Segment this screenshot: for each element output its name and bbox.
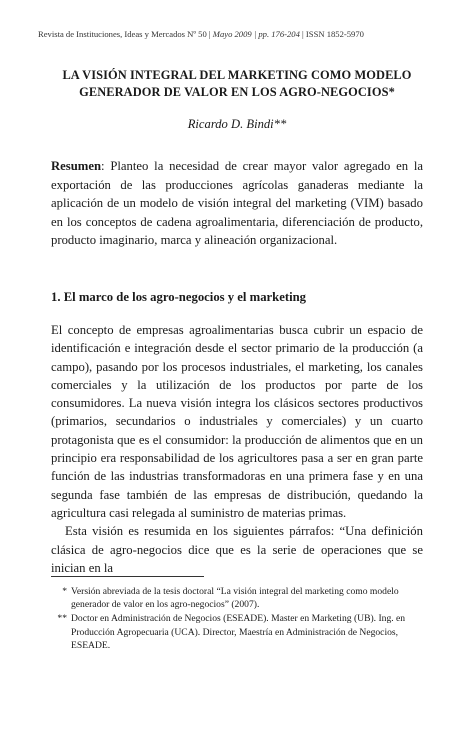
footnote-marker: * bbox=[62, 586, 67, 597]
issue-info: Mayo 2009 | pp. 176-204 bbox=[212, 29, 300, 39]
issn: | ISSN 1852-5970 bbox=[299, 29, 364, 39]
footnote-text: Doctor en Administración de Negocios (ESEADE). Master en Marketing (UB). Ing. en Producción Agropecuaria (UCA). Director, Maestría en Administración de Negocios, ESEADE. bbox=[71, 613, 406, 651]
journal-name: Revista de Instituciones, Ideas y Mercados Nº 50 | bbox=[38, 29, 213, 39]
author: Ricardo D. Bindi** bbox=[187, 117, 287, 131]
footnote-text: Versión abreviada de la tesis doctoral “La visión integral del marketing como modelo generador de valor en los agro-negocios” (2007). bbox=[71, 586, 399, 611]
running-head bbox=[38, 29, 438, 40]
footnote-rule bbox=[51, 576, 204, 577]
footnote-2 bbox=[51, 612, 423, 652]
abstract-text: : Planteo la necesidad de crear mayor valor agregado en la exportación de las producciones agrícolas ganaderas mediante la aplicación de un modelo de visión integral del marketing (VIM) basado en los conceptos de cadena agroalimentaria, diferenciación de producto, producto imaginario, marca y alineación organizacional. bbox=[51, 159, 423, 248]
section-heading: 1. El marco de los agro-negocios y el marketing bbox=[51, 290, 307, 304]
article-title bbox=[40, 67, 434, 101]
footnote-1 bbox=[51, 585, 423, 611]
body-paragraph-2: Esta visión es resumida en los siguientes párrafos: “Una definición clásica de agro-negocios dice que es la serie de operaciones que se inician en la bbox=[51, 524, 423, 575]
footnote-marker: ** bbox=[57, 613, 67, 625]
section-body bbox=[51, 321, 423, 577]
abstract bbox=[51, 157, 423, 250]
footnotes bbox=[51, 585, 423, 653]
title-line-1: LA VISIÓN INTEGRAL DEL MARKETING COMO MODELO bbox=[62, 68, 412, 82]
body-paragraph-1: El concepto de empresas agroalimentarias busca cubrir un espacio de identificación e integración desde el sector primario de la producción (a campo), pasando por los procesos industriales, el marketing, los canales comerciales y la utilización de los productos por parte de los consumidores. La nueva visión integra los clásicos sectores productivos (primarios, secundarios o industriales y comerciales) y un cuarto protagonista que es el consumidor: la producción de alimentos que en un principio era responsabilidad de los agricultores pasa a ser en gran parte función de las industrias transformadoras en una primera fase y en una segunda fase también de las empresas de distribución, quedando la agricultura casi relegada al suministro de materias primas. bbox=[51, 323, 423, 520]
title-line-2: GENERADOR DE VALOR EN LOS AGRO-NEGOCIOS* bbox=[79, 85, 395, 99]
abstract-label: Resumen bbox=[51, 159, 102, 173]
